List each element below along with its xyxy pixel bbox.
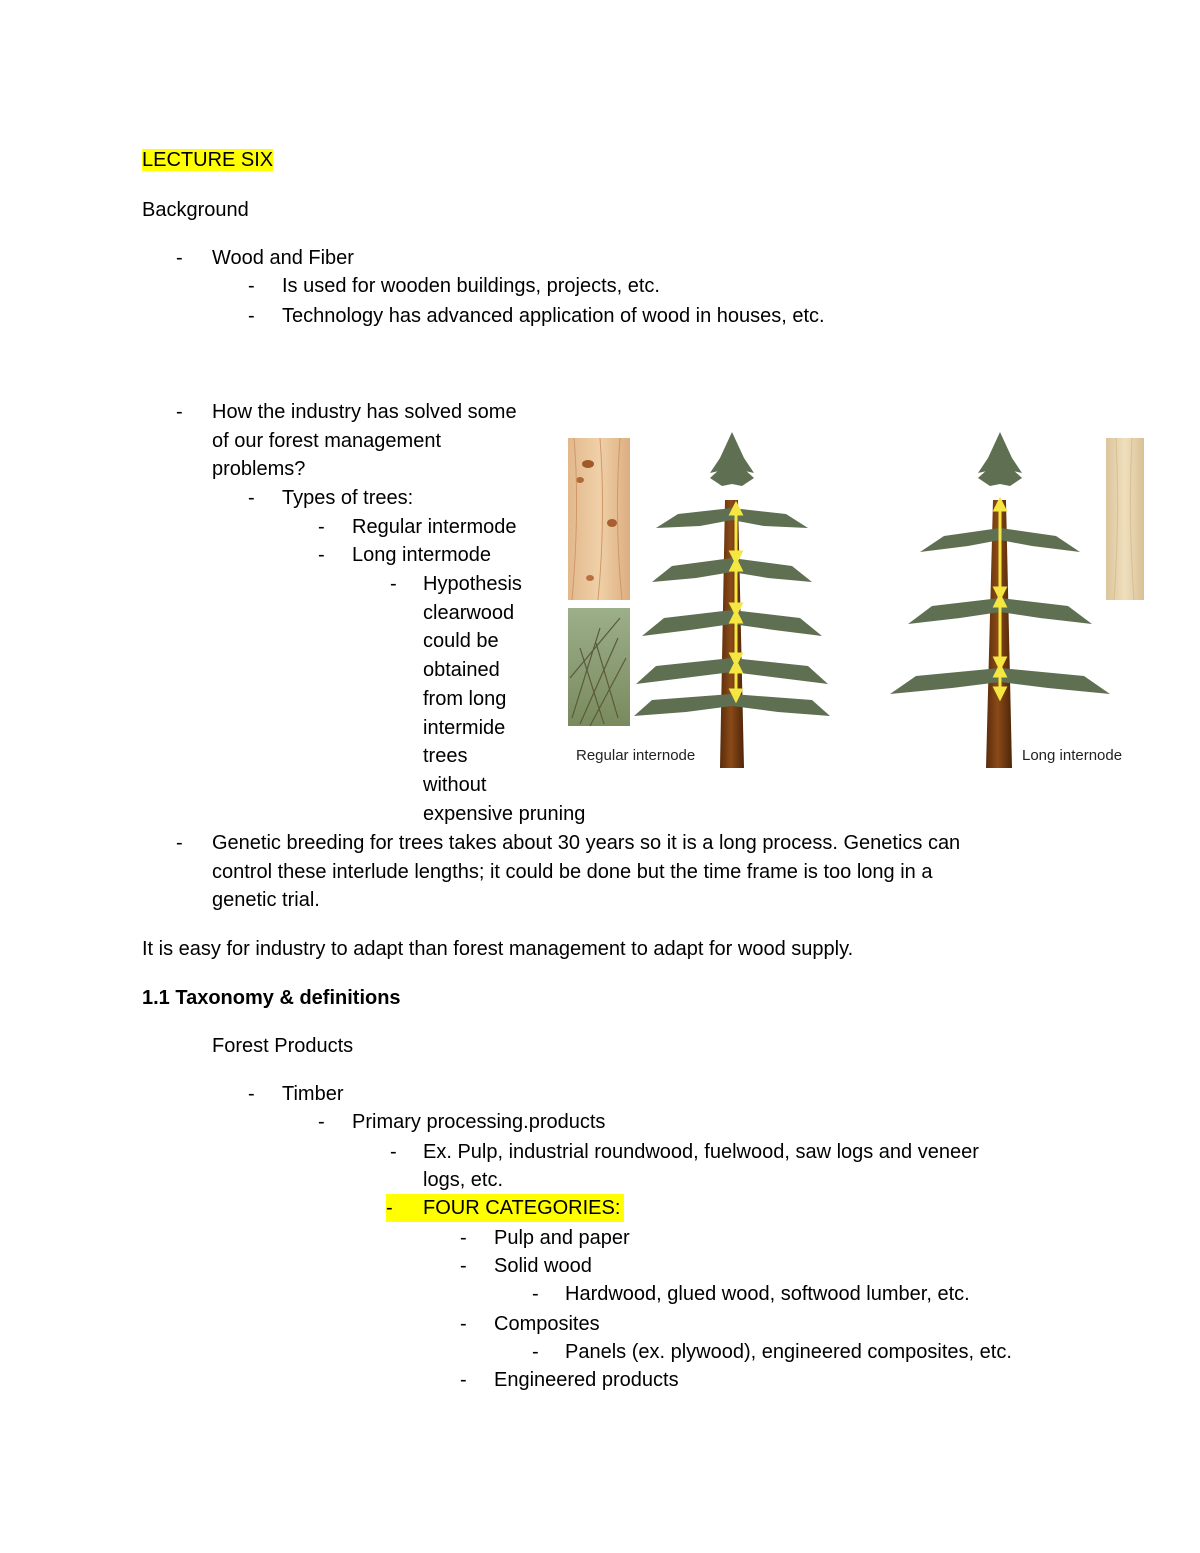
clear-wood-image [1106,438,1144,600]
bullet-dash: - [318,1111,325,1133]
category-subitem: Panels (ex. plywood), engineered composites, etc. [565,1341,1012,1363]
bullet-dash: - [390,573,397,595]
taxonomy-heading: 1.1 Taxonomy & definitions [142,987,401,1009]
genetic-line: control these interlude lengths; it could be done but the time frame is too long in a [212,861,933,883]
tree-type: Long intermode [352,544,491,566]
bullet-dash: - [460,1255,467,1277]
regular-internode-tree [634,432,830,768]
timber-label: Timber [282,1083,344,1105]
trunk-icon [720,500,744,768]
category-item: Composites [494,1313,600,1335]
bullet-dash: - [386,1197,393,1219]
industry-line: problems? [212,458,306,480]
genetic-line: genetic trial. [212,889,320,911]
title-highlight: LECTURE SIX [142,149,274,171]
hypothesis-line: from long [423,688,507,710]
bullet-dash: - [176,832,183,854]
hypothesis-line: expensive pruning [423,803,586,825]
category-item: Pulp and paper [494,1227,630,1249]
bullet-dash: - [176,401,183,423]
bullet-dash: - [248,1083,255,1105]
hypothesis-line: could be [423,630,499,652]
hypothesis-line: clearwood [423,602,515,624]
primary-processing: Primary processing.products [352,1111,606,1133]
internode-figure [560,428,1160,773]
wood-fiber-label: Wood and Fiber [212,247,354,269]
tree-type: Regular intermode [352,516,517,538]
long-internode-caption: Long internode [1022,747,1123,764]
background-heading: Background [142,199,249,221]
types-label: Types of trees: [282,487,414,509]
category-item: Solid wood [494,1255,592,1277]
long-internode-tree [890,432,1110,768]
summary-text: It is easy for industry to adapt than forest management to adapt for wood supply. [142,938,854,960]
hypothesis-line: without [423,774,487,796]
bullet-dash: - [390,1141,397,1163]
hypothesis-line: trees [423,745,468,767]
example-line: logs, etc. [423,1169,504,1191]
hypothesis-line: obtained [423,659,500,681]
forest-products-heading: Forest Products [212,1035,354,1057]
category-subitem: Hardwood, glued wood, softwood lumber, etc. [565,1283,970,1305]
bullet-dash: - [318,544,325,566]
bullet-dash: - [532,1283,539,1305]
bullet-dash: - [460,1313,467,1335]
bullet-dash: - [248,487,255,509]
bullet-dash: - [248,275,255,297]
industry-line: How the industry has solved some [212,401,517,423]
hypothesis-line: intermide [423,717,506,739]
four-categories-label: FOUR CATEGORIES: [423,1197,621,1219]
knotty-wood-image [568,438,630,600]
bullet-dash: - [248,305,255,327]
wood-fiber-item: Technology has advanced application of wood in houses, etc. [282,305,825,327]
bullet-dash: - [460,1227,467,1249]
category-item: Engineered products [494,1369,679,1391]
bullet-dash: - [318,516,325,538]
wood-fiber-item: Is used for wooden buildings, projects, etc. [282,275,660,297]
bullet-dash: - [176,247,183,269]
page-title [142,146,273,174]
industry-line: of our forest management [212,430,442,452]
bullet-dash: - [460,1369,467,1391]
four-categories-highlight [386,1194,624,1222]
bullet-dash: - [532,1341,539,1363]
hypothesis-line: Hypothesis [423,573,522,595]
genetic-line: Genetic breeding for trees takes about 30 years so it is a long process. Genetics can [212,832,961,854]
example-line: Ex. Pulp, industrial roundwood, fuelwood, saw logs and veneer [423,1141,979,1163]
regular-internode-caption: Regular internode [576,747,696,764]
